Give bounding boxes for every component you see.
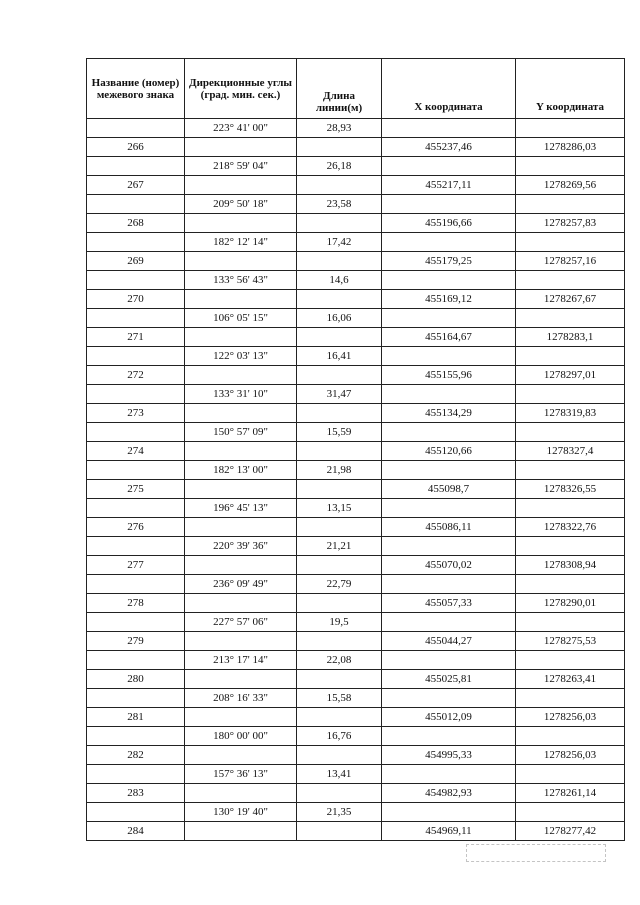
cell-boundary-mark-name: 270 bbox=[87, 290, 185, 309]
table-row bbox=[87, 670, 625, 689]
cell-x-coordinate: 455155,96 bbox=[382, 366, 516, 385]
cell-y-coordinate bbox=[516, 499, 625, 518]
cell-x-coordinate: 455044,27 bbox=[382, 632, 516, 651]
cell-y-coordinate bbox=[516, 271, 625, 290]
cell-x-coordinate: 455134,29 bbox=[382, 404, 516, 423]
table-row bbox=[87, 480, 625, 499]
cell-x-coordinate: 455169,12 bbox=[382, 290, 516, 309]
boundary-coordinates-table-frame bbox=[86, 58, 624, 837]
cell-x-coordinate bbox=[382, 385, 516, 404]
cell-line-length bbox=[297, 252, 382, 271]
cell-y-coordinate: 1278322,76 bbox=[516, 518, 625, 537]
cell-y-coordinate bbox=[516, 385, 625, 404]
boundary-coordinates-table bbox=[86, 58, 625, 841]
scan-watermark bbox=[466, 844, 606, 862]
cell-line-length: 15,58 bbox=[297, 689, 382, 708]
cell-y-coordinate: 1278257,16 bbox=[516, 252, 625, 271]
table-row bbox=[87, 556, 625, 575]
cell-x-coordinate bbox=[382, 613, 516, 632]
cell-y-coordinate bbox=[516, 461, 625, 480]
cell-x-coordinate: 455070,02 bbox=[382, 556, 516, 575]
cell-directional-angle bbox=[185, 328, 297, 347]
cell-line-length: 16,41 bbox=[297, 347, 382, 366]
cell-directional-angle bbox=[185, 442, 297, 461]
header-y-coordinate: Y координата bbox=[516, 59, 625, 119]
cell-y-coordinate: 1278290,01 bbox=[516, 594, 625, 613]
cell-directional-angle bbox=[185, 176, 297, 195]
cell-boundary-mark-name: 268 bbox=[87, 214, 185, 233]
table-row bbox=[87, 138, 625, 157]
cell-x-coordinate bbox=[382, 499, 516, 518]
cell-y-coordinate: 1278319,83 bbox=[516, 404, 625, 423]
cell-x-coordinate: 455196,66 bbox=[382, 214, 516, 233]
table-row bbox=[87, 746, 625, 765]
cell-line-length bbox=[297, 746, 382, 765]
header-x-coordinate: X координата bbox=[382, 59, 516, 119]
cell-y-coordinate: 1278267,67 bbox=[516, 290, 625, 309]
cell-y-coordinate bbox=[516, 347, 625, 366]
cell-directional-angle bbox=[185, 746, 297, 765]
cell-boundary-mark-name bbox=[87, 765, 185, 784]
table-row bbox=[87, 784, 625, 803]
cell-directional-angle: 208° 16' 33" bbox=[185, 689, 297, 708]
table-row bbox=[87, 252, 625, 271]
cell-y-coordinate: 1278269,56 bbox=[516, 176, 625, 195]
cell-x-coordinate bbox=[382, 309, 516, 328]
table-row bbox=[87, 195, 625, 214]
cell-line-length: 28,93 bbox=[297, 119, 382, 138]
cell-boundary-mark-name: 281 bbox=[87, 708, 185, 727]
cell-y-coordinate bbox=[516, 119, 625, 138]
table-body bbox=[87, 119, 625, 841]
cell-line-length: 21,35 bbox=[297, 803, 382, 822]
cell-x-coordinate: 455098,7 bbox=[382, 480, 516, 499]
cell-x-coordinate: 455025,81 bbox=[382, 670, 516, 689]
cell-line-length: 22,08 bbox=[297, 651, 382, 670]
cell-boundary-mark-name: 267 bbox=[87, 176, 185, 195]
cell-boundary-mark-name: 269 bbox=[87, 252, 185, 271]
cell-x-coordinate bbox=[382, 233, 516, 252]
cell-x-coordinate bbox=[382, 651, 516, 670]
cell-boundary-mark-name bbox=[87, 803, 185, 822]
cell-y-coordinate: 1278275,53 bbox=[516, 632, 625, 651]
header-boundary-mark-name: Название (номер) межевого знака bbox=[87, 59, 185, 119]
cell-x-coordinate: 455057,33 bbox=[382, 594, 516, 613]
cell-line-length bbox=[297, 290, 382, 309]
cell-x-coordinate bbox=[382, 575, 516, 594]
cell-boundary-mark-name bbox=[87, 195, 185, 214]
cell-y-coordinate: 1278283,1 bbox=[516, 328, 625, 347]
table-row bbox=[87, 689, 625, 708]
cell-line-length: 17,42 bbox=[297, 233, 382, 252]
cell-directional-angle bbox=[185, 252, 297, 271]
cell-boundary-mark-name: 271 bbox=[87, 328, 185, 347]
cell-y-coordinate bbox=[516, 233, 625, 252]
cell-line-length bbox=[297, 594, 382, 613]
cell-directional-angle bbox=[185, 632, 297, 651]
cell-boundary-mark-name: 272 bbox=[87, 366, 185, 385]
cell-y-coordinate bbox=[516, 195, 625, 214]
cell-x-coordinate bbox=[382, 727, 516, 746]
cell-line-length: 22,79 bbox=[297, 575, 382, 594]
table-row bbox=[87, 461, 625, 480]
cell-x-coordinate bbox=[382, 157, 516, 176]
cell-directional-angle bbox=[185, 708, 297, 727]
cell-line-length: 23,58 bbox=[297, 195, 382, 214]
cell-directional-angle: 223° 41' 00" bbox=[185, 119, 297, 138]
table-row bbox=[87, 423, 625, 442]
cell-line-length: 15,59 bbox=[297, 423, 382, 442]
header-row bbox=[87, 59, 625, 119]
cell-directional-angle: 220° 39' 36" bbox=[185, 537, 297, 556]
cell-line-length bbox=[297, 708, 382, 727]
table-row bbox=[87, 499, 625, 518]
cell-x-coordinate bbox=[382, 803, 516, 822]
cell-line-length bbox=[297, 404, 382, 423]
cell-boundary-mark-name bbox=[87, 423, 185, 442]
cell-boundary-mark-name bbox=[87, 461, 185, 480]
cell-line-length bbox=[297, 328, 382, 347]
cell-y-coordinate bbox=[516, 537, 625, 556]
cell-line-length bbox=[297, 670, 382, 689]
cell-line-length: 21,21 bbox=[297, 537, 382, 556]
cell-boundary-mark-name bbox=[87, 689, 185, 708]
cell-boundary-mark-name bbox=[87, 727, 185, 746]
cell-boundary-mark-name bbox=[87, 385, 185, 404]
cell-line-length bbox=[297, 176, 382, 195]
cell-boundary-mark-name: 278 bbox=[87, 594, 185, 613]
cell-y-coordinate bbox=[516, 803, 625, 822]
cell-x-coordinate: 455217,11 bbox=[382, 176, 516, 195]
cell-x-coordinate: 455012,09 bbox=[382, 708, 516, 727]
cell-y-coordinate: 1278261,14 bbox=[516, 784, 625, 803]
cell-x-coordinate bbox=[382, 195, 516, 214]
table-row bbox=[87, 651, 625, 670]
cell-directional-angle: 150° 57' 09" bbox=[185, 423, 297, 442]
cell-directional-angle: 157° 36' 13" bbox=[185, 765, 297, 784]
cell-boundary-mark-name bbox=[87, 233, 185, 252]
cell-line-length: 26,18 bbox=[297, 157, 382, 176]
table-row bbox=[87, 822, 625, 841]
table-row bbox=[87, 803, 625, 822]
cell-boundary-mark-name bbox=[87, 651, 185, 670]
cell-y-coordinate: 1278256,03 bbox=[516, 708, 625, 727]
cell-directional-angle bbox=[185, 404, 297, 423]
cell-boundary-mark-name: 277 bbox=[87, 556, 185, 575]
table-row bbox=[87, 442, 625, 461]
table-row bbox=[87, 328, 625, 347]
cell-directional-angle: 133° 56' 43" bbox=[185, 271, 297, 290]
table-row bbox=[87, 404, 625, 423]
cell-line-length: 21,98 bbox=[297, 461, 382, 480]
cell-boundary-mark-name bbox=[87, 157, 185, 176]
cell-y-coordinate bbox=[516, 765, 625, 784]
cell-directional-angle bbox=[185, 556, 297, 575]
cell-y-coordinate: 1278308,94 bbox=[516, 556, 625, 575]
cell-line-length bbox=[297, 442, 382, 461]
cell-line-length: 13,15 bbox=[297, 499, 382, 518]
cell-y-coordinate bbox=[516, 613, 625, 632]
cell-x-coordinate: 455237,46 bbox=[382, 138, 516, 157]
cell-y-coordinate bbox=[516, 727, 625, 746]
cell-directional-angle: 182° 12' 14" bbox=[185, 233, 297, 252]
header-line-length: Длина линии(м) bbox=[297, 59, 382, 119]
table-row bbox=[87, 765, 625, 784]
cell-directional-angle bbox=[185, 214, 297, 233]
cell-directional-angle: 130° 19' 40" bbox=[185, 803, 297, 822]
cell-line-length bbox=[297, 632, 382, 651]
cell-y-coordinate: 1278256,03 bbox=[516, 746, 625, 765]
cell-y-coordinate: 1278326,55 bbox=[516, 480, 625, 499]
cell-x-coordinate bbox=[382, 537, 516, 556]
table-row bbox=[87, 537, 625, 556]
cell-x-coordinate: 455164,67 bbox=[382, 328, 516, 347]
cell-x-coordinate: 455120,66 bbox=[382, 442, 516, 461]
cell-line-length: 13,41 bbox=[297, 765, 382, 784]
cell-x-coordinate bbox=[382, 119, 516, 138]
cell-directional-angle bbox=[185, 366, 297, 385]
cell-x-coordinate: 454995,33 bbox=[382, 746, 516, 765]
cell-directional-angle: 213° 17' 14" bbox=[185, 651, 297, 670]
cell-x-coordinate: 454982,93 bbox=[382, 784, 516, 803]
cell-y-coordinate: 1278327,4 bbox=[516, 442, 625, 461]
cell-directional-angle bbox=[185, 822, 297, 841]
table-row bbox=[87, 366, 625, 385]
cell-directional-angle: 209° 50' 18" bbox=[185, 195, 297, 214]
cell-x-coordinate bbox=[382, 765, 516, 784]
table-row bbox=[87, 176, 625, 195]
cell-y-coordinate bbox=[516, 157, 625, 176]
cell-boundary-mark-name: 282 bbox=[87, 746, 185, 765]
cell-y-coordinate bbox=[516, 423, 625, 442]
cell-boundary-mark-name bbox=[87, 271, 185, 290]
cell-boundary-mark-name bbox=[87, 309, 185, 328]
table-row bbox=[87, 290, 625, 309]
cell-y-coordinate bbox=[516, 689, 625, 708]
cell-directional-angle bbox=[185, 480, 297, 499]
cell-directional-angle: 182° 13' 00" bbox=[185, 461, 297, 480]
cell-boundary-mark-name: 283 bbox=[87, 784, 185, 803]
cell-y-coordinate bbox=[516, 309, 625, 328]
table-row bbox=[87, 575, 625, 594]
cell-directional-angle bbox=[185, 784, 297, 803]
table-row bbox=[87, 119, 625, 138]
cell-line-length bbox=[297, 138, 382, 157]
cell-y-coordinate bbox=[516, 575, 625, 594]
cell-y-coordinate: 1278277,42 bbox=[516, 822, 625, 841]
cell-directional-angle: 218° 59' 04" bbox=[185, 157, 297, 176]
cell-x-coordinate bbox=[382, 423, 516, 442]
cell-y-coordinate: 1278263,41 bbox=[516, 670, 625, 689]
cell-x-coordinate bbox=[382, 271, 516, 290]
table-row bbox=[87, 309, 625, 328]
cell-line-length: 31,47 bbox=[297, 385, 382, 404]
cell-line-length: 16,06 bbox=[297, 309, 382, 328]
cell-directional-angle bbox=[185, 594, 297, 613]
cell-directional-angle bbox=[185, 670, 297, 689]
table-row bbox=[87, 271, 625, 290]
cell-directional-angle: 196° 45' 13" bbox=[185, 499, 297, 518]
cell-x-coordinate bbox=[382, 347, 516, 366]
cell-x-coordinate: 455179,25 bbox=[382, 252, 516, 271]
cell-directional-angle: 227° 57' 06" bbox=[185, 613, 297, 632]
cell-boundary-mark-name bbox=[87, 347, 185, 366]
cell-line-length bbox=[297, 518, 382, 537]
cell-directional-angle bbox=[185, 290, 297, 309]
table-row bbox=[87, 157, 625, 176]
cell-boundary-mark-name bbox=[87, 119, 185, 138]
cell-boundary-mark-name: 274 bbox=[87, 442, 185, 461]
table-row bbox=[87, 233, 625, 252]
table-row bbox=[87, 613, 625, 632]
table-row bbox=[87, 518, 625, 537]
cell-directional-angle bbox=[185, 518, 297, 537]
cell-line-length bbox=[297, 366, 382, 385]
cell-line-length: 19,5 bbox=[297, 613, 382, 632]
cell-boundary-mark-name: 275 bbox=[87, 480, 185, 499]
cell-boundary-mark-name: 284 bbox=[87, 822, 185, 841]
header-directional-angle: Дирекционные углы (град. мин. сек.) bbox=[185, 59, 297, 119]
cell-line-length: 14,6 bbox=[297, 271, 382, 290]
cell-line-length bbox=[297, 214, 382, 233]
cell-line-length bbox=[297, 556, 382, 575]
cell-boundary-mark-name: 266 bbox=[87, 138, 185, 157]
table-row bbox=[87, 632, 625, 651]
cell-x-coordinate: 455086,11 bbox=[382, 518, 516, 537]
cell-boundary-mark-name: 276 bbox=[87, 518, 185, 537]
table-row bbox=[87, 708, 625, 727]
cell-y-coordinate: 1278286,03 bbox=[516, 138, 625, 157]
cell-y-coordinate: 1278257,83 bbox=[516, 214, 625, 233]
cell-line-length: 16,76 bbox=[297, 727, 382, 746]
cell-boundary-mark-name bbox=[87, 499, 185, 518]
table-row bbox=[87, 727, 625, 746]
cell-directional-angle: 236° 09' 49" bbox=[185, 575, 297, 594]
cell-directional-angle: 180° 00' 00" bbox=[185, 727, 297, 746]
table-row bbox=[87, 385, 625, 404]
cell-line-length bbox=[297, 784, 382, 803]
cell-directional-angle: 106° 05' 15" bbox=[185, 309, 297, 328]
cell-boundary-mark-name bbox=[87, 575, 185, 594]
cell-boundary-mark-name bbox=[87, 613, 185, 632]
cell-boundary-mark-name: 273 bbox=[87, 404, 185, 423]
cell-directional-angle bbox=[185, 138, 297, 157]
table-row bbox=[87, 347, 625, 366]
table-row bbox=[87, 214, 625, 233]
cell-boundary-mark-name bbox=[87, 537, 185, 556]
cell-x-coordinate bbox=[382, 461, 516, 480]
table-header bbox=[87, 59, 625, 119]
cell-directional-angle: 133° 31' 10" bbox=[185, 385, 297, 404]
cell-x-coordinate bbox=[382, 689, 516, 708]
table-row bbox=[87, 594, 625, 613]
cell-y-coordinate bbox=[516, 651, 625, 670]
cell-line-length bbox=[297, 822, 382, 841]
cell-boundary-mark-name: 280 bbox=[87, 670, 185, 689]
cell-boundary-mark-name: 279 bbox=[87, 632, 185, 651]
cell-line-length bbox=[297, 480, 382, 499]
cell-x-coordinate: 454969,11 bbox=[382, 822, 516, 841]
cell-directional-angle: 122° 03' 13" bbox=[185, 347, 297, 366]
cell-y-coordinate: 1278297,01 bbox=[516, 366, 625, 385]
